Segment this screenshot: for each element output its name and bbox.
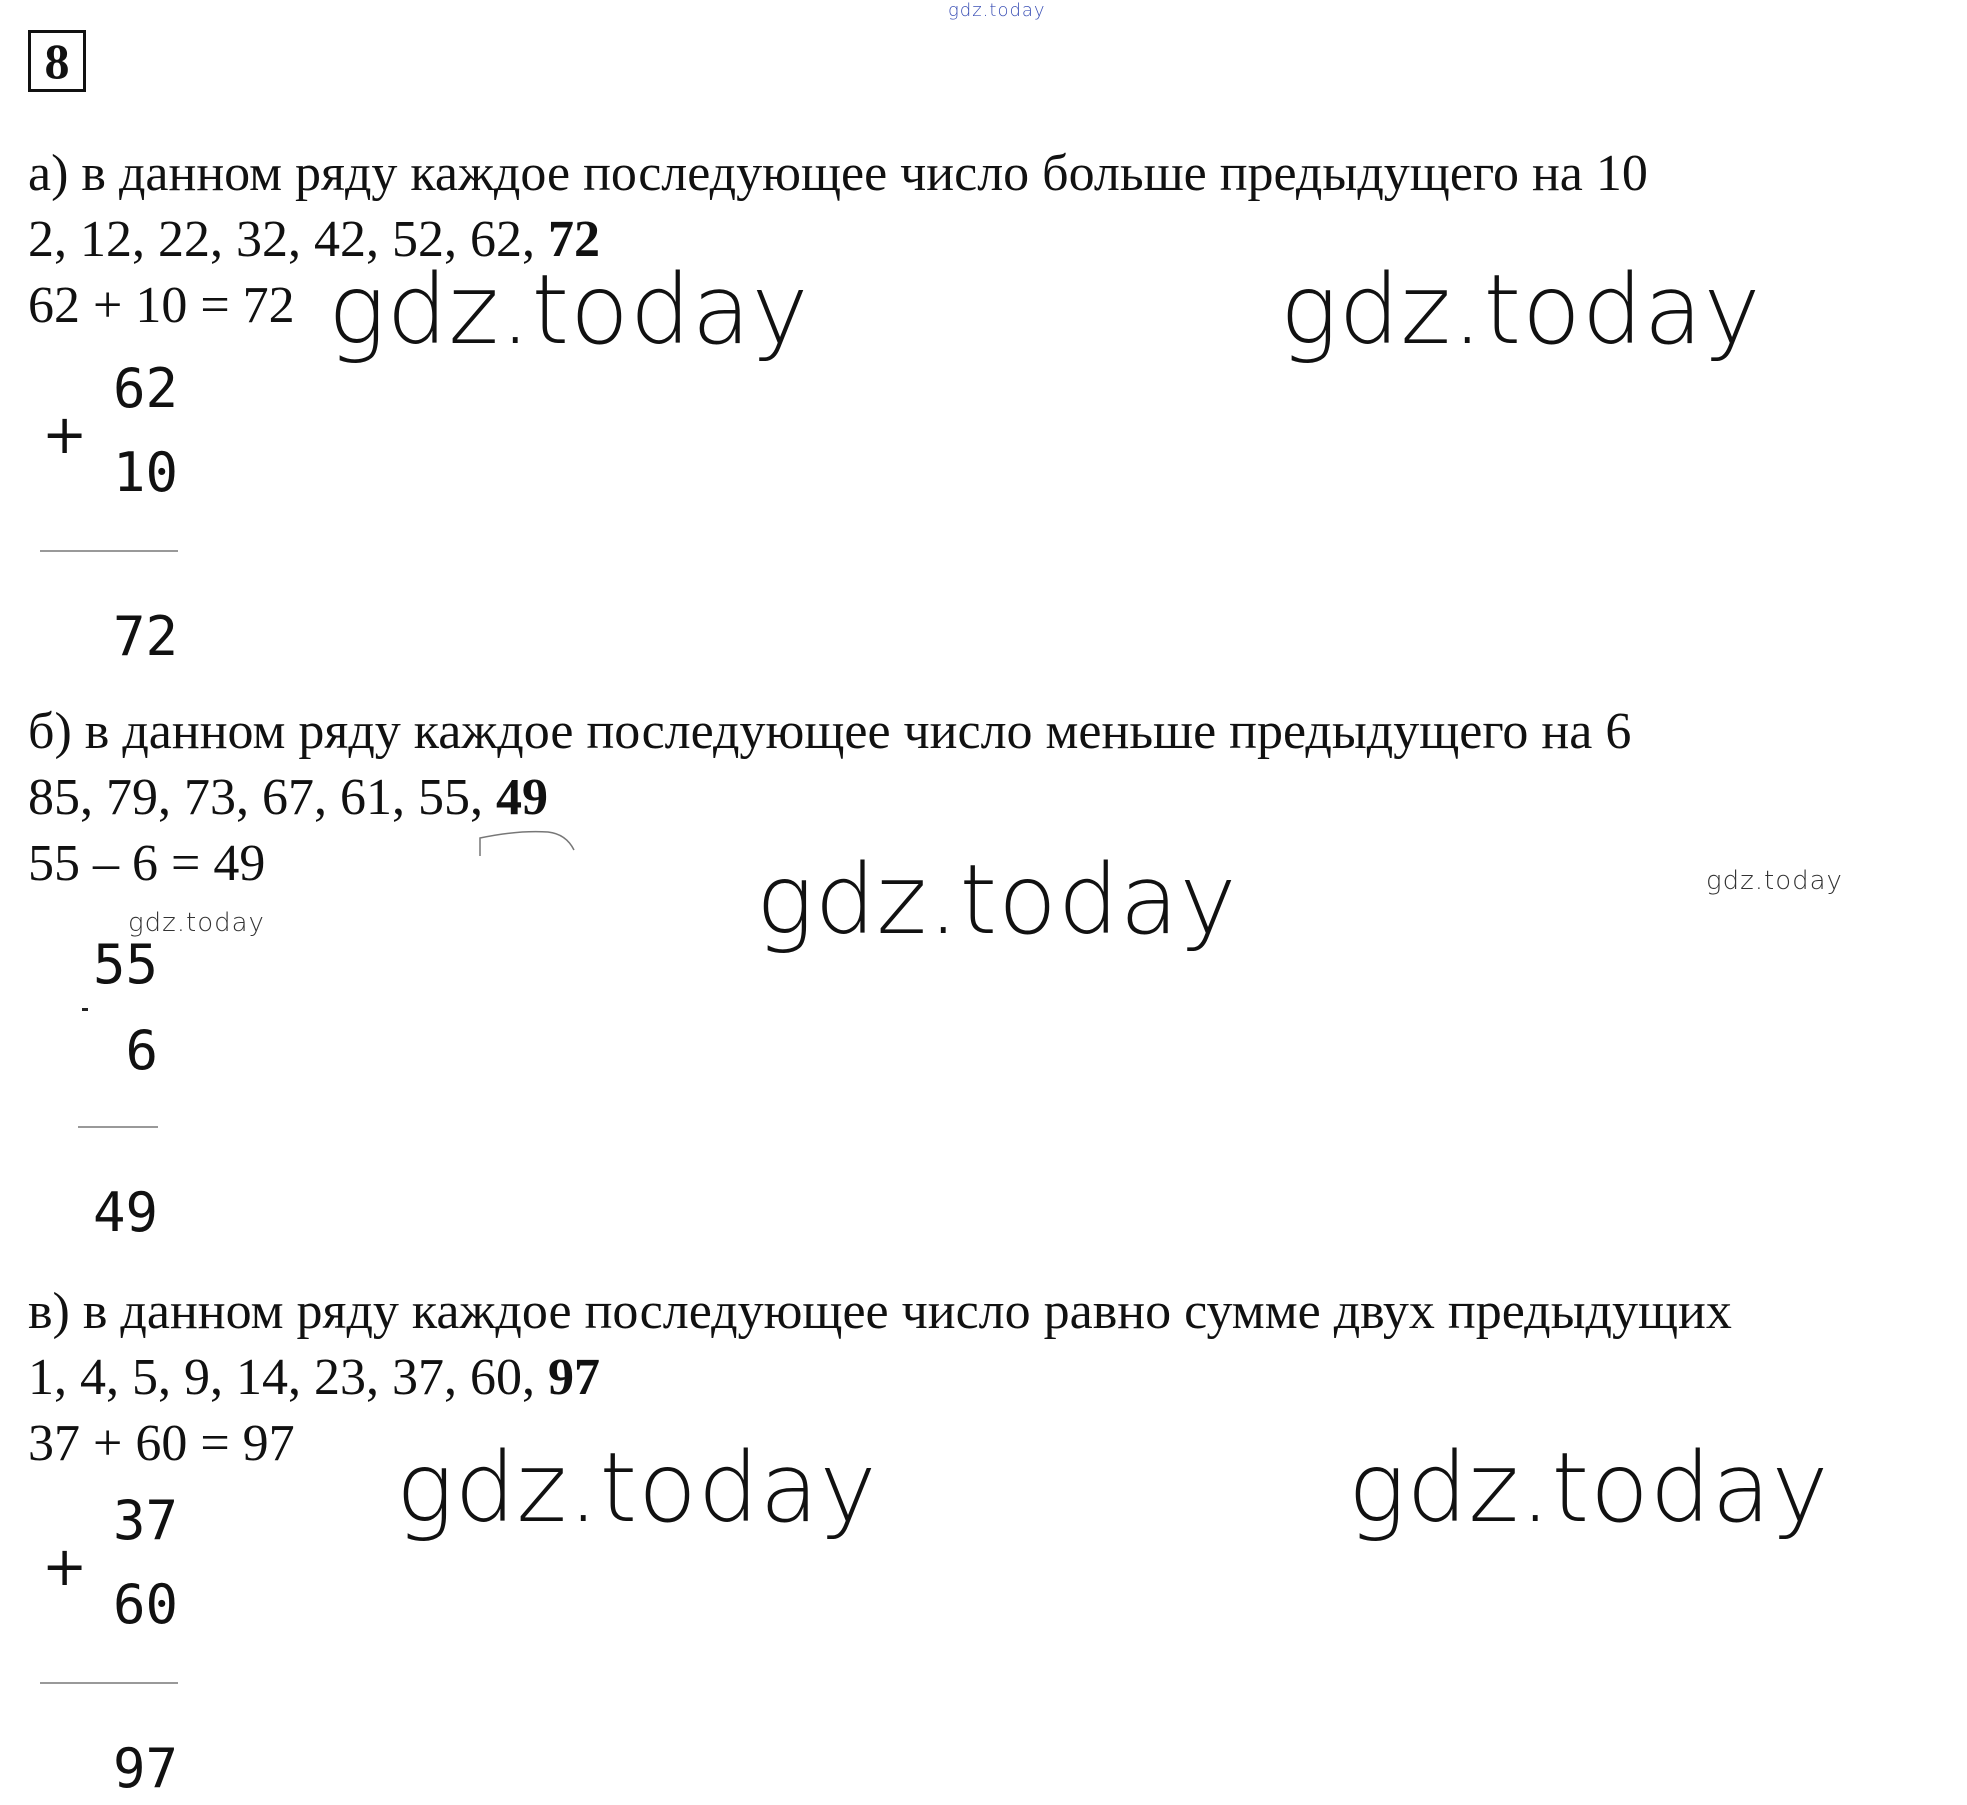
part-b-sequence	[28, 769, 548, 826]
part-a-column-top: 62	[112, 357, 178, 420]
watermark: gdz.today	[396, 1432, 878, 1544]
part-c-sequence	[28, 1349, 600, 1406]
part-c-column-bottom: 60	[112, 1573, 178, 1636]
watermark: gdz.today	[1280, 254, 1762, 366]
watermark-top: gdz.today	[948, 0, 1046, 21]
part-b-column-result: 49	[92, 1181, 158, 1244]
part-c-column-top: 37	[112, 1489, 178, 1552]
part-a-column-bottom: 10	[112, 441, 178, 504]
part-b-column-rule	[78, 1126, 158, 1128]
part-b-sequence-values: 85, 79, 73, 67, 61, 55,	[28, 769, 496, 826]
part-a-sequence-values: 2, 12, 22, 32, 42, 52, 62,	[28, 211, 548, 268]
part-c-equation: 37 + 60 = 97	[28, 1415, 295, 1472]
part-c-sequence-values: 1, 4, 5, 9, 14, 23, 37, 60,	[28, 1349, 548, 1406]
part-b-statement: б) в данном ряду каждое последующее число меньше предыдущего на 6	[28, 703, 1632, 760]
part-b-column-operator	[82, 1008, 88, 1011]
part-c-answer: 97	[548, 1349, 600, 1406]
part-a-column-operator: +	[42, 403, 88, 466]
part-b-column-top: 55	[92, 933, 158, 996]
part-c-column-operator: +	[42, 1535, 88, 1598]
part-a-column-rule	[40, 550, 178, 552]
part-c-column-result: 97	[112, 1737, 178, 1800]
part-a-statement: а) в данном ряду каждое последующее число больше предыдущего на 10	[28, 145, 1648, 202]
scan-artifact	[478, 826, 578, 858]
watermark: gdz.today	[1706, 866, 1843, 896]
task-number: 8	[44, 33, 70, 89]
watermark: gdz.today	[328, 254, 810, 366]
watermark: gdz.today	[1348, 1432, 1830, 1544]
watermark: gdz.today	[128, 908, 265, 938]
part-b-column-bottom: 6	[125, 1019, 158, 1082]
part-c-column-rule	[40, 1682, 178, 1684]
part-a-column-result: 72	[112, 605, 178, 668]
part-b-answer: 49	[496, 769, 548, 826]
part-c-statement: в) в данном ряду каждое последующее число равно сумме двух предыдущих	[28, 1283, 1732, 1340]
task-number-box	[28, 30, 86, 92]
part-a-equation: 62 + 10 = 72	[28, 277, 295, 334]
watermark: gdz.today	[756, 844, 1238, 956]
part-a-answer: 72	[548, 211, 600, 268]
part-b-equation: 55 – 6 = 49	[28, 835, 266, 892]
